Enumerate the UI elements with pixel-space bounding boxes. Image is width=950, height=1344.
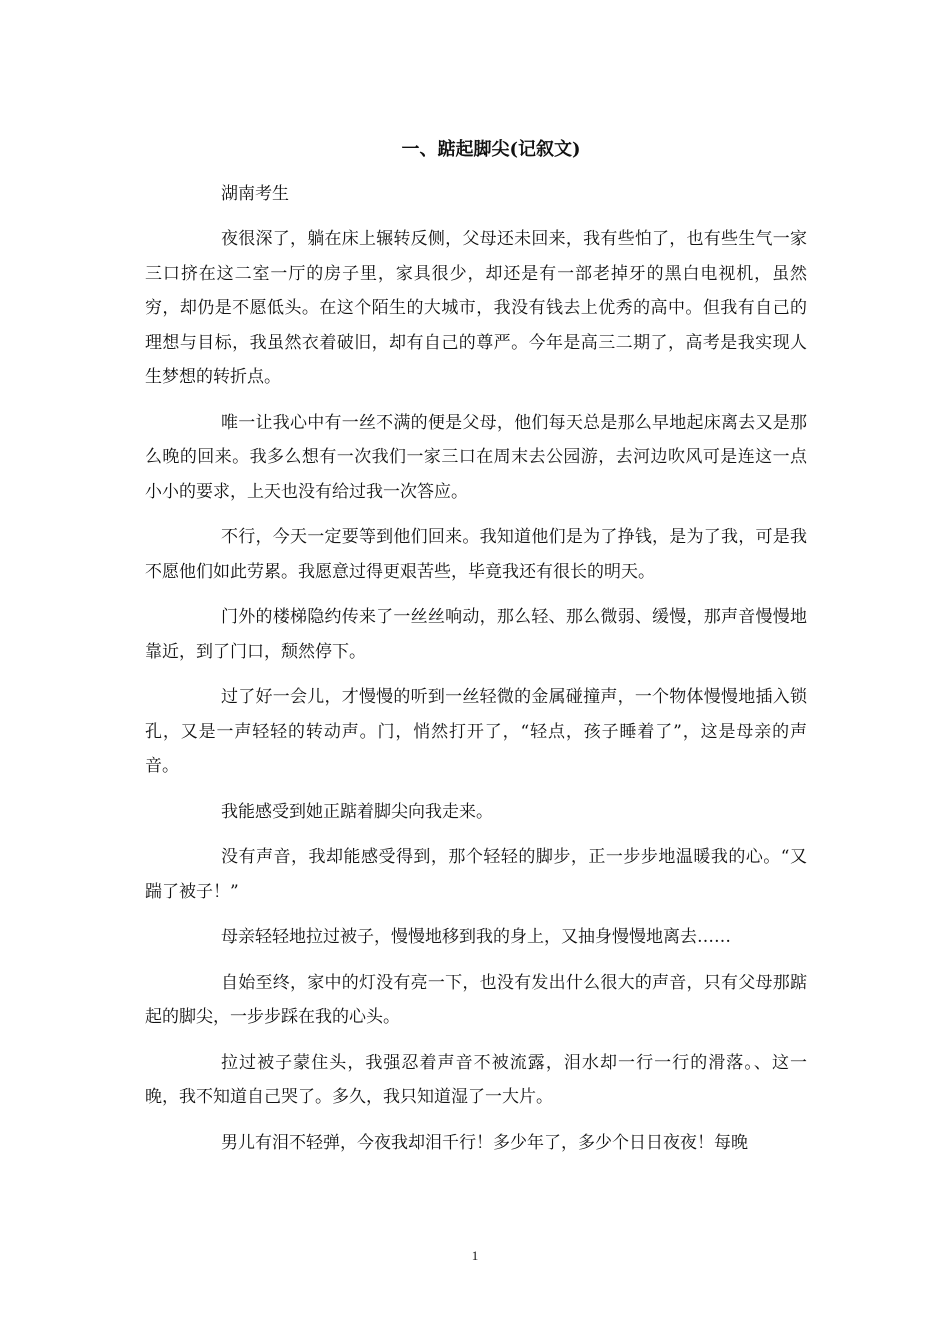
paragraph-1: 夜很深了，躺在床上辗转反侧，父母还未回来，我有些怕了，也有些生气一家三口挤在这二室一厅的房子里，家具很少，却还是有一部老掉牙的黑白电视机，虽然穷，却仍是不愿低头。在这个陌生的大城市，我没有钱去上优秀的高中。但我有自己的理想与目标，我虽然衣着破旧，却有自己的尊严。今年是高三二期了，高考是我实现人生梦想的转折点。 [145,229,807,387]
paragraph-10: 拉过被子蒙住头，我强忍着声音不被流露，泪水却一行一行的滑落。、这一晚，我不知道自己哭了。多久，我只知道湿了一大片。 [145,1052,807,1107]
paragraph-4: 门外的楼梯隐约传来了一丝丝响动，那么轻、那么微弱、缓慢，那声音慢慢地靠近，到了门口，颓然停下。 [145,607,807,662]
paragraph-9: 自始至终，家中的灯没有亮一下，也没有发出什么很大的声音，只有父母那踮起的脚尖，一步步踩在我的心头。 [145,972,807,1027]
paragraph-3: 不行，今天一定要等到他们回来。我知道他们是为了挣钱，是为了我，可是我不愿他们如此劳累。我愿意过得更艰苦些，毕竟我还有很长的明天。 [145,527,807,582]
page-number: 1 [471,1248,479,1263]
paragraph-11: 男儿有泪不轻弹，今夜我却泪千行！多少年了，多少个日日夜夜！每晚 [221,1132,748,1153]
paragraph-7: 没有声音，我却能感受得到，那个轻轻的脚步，正一步步地温暖我的心。“又踹了被子！” [145,847,807,902]
document-title: 一、踮起脚尖(记叙文) [401,139,581,160]
paragraph-8: 母亲轻轻地拉过被子，慢慢地移到我的身上，又抽身慢慢地离去…… [221,927,731,947]
document-body [145,132,807,1171]
paragraph-5: 过了好一会儿，才慢慢的听到一丝轻微的金属碰撞声，一个物体慢慢地插入锁孔，又是一声轻轻的转动声。门，悄然打开了，“轻点，孩子睡着了”，这是母亲的声音。 [145,687,807,776]
paragraph-2: 唯一让我心中有一丝不满的便是父母，他们每天总是那么早地起床离去又是那么晚的回来。我多么想有一次我们一家三口在周末去公园游，去河边吹风可是连这一点小小的要求，上天也没有给过我一次答应。 [145,412,807,502]
document-author: 湖南考生 [221,184,289,204]
paragraph-6: 我能感受到她正踮着脚尖向我走来。 [221,801,493,822]
